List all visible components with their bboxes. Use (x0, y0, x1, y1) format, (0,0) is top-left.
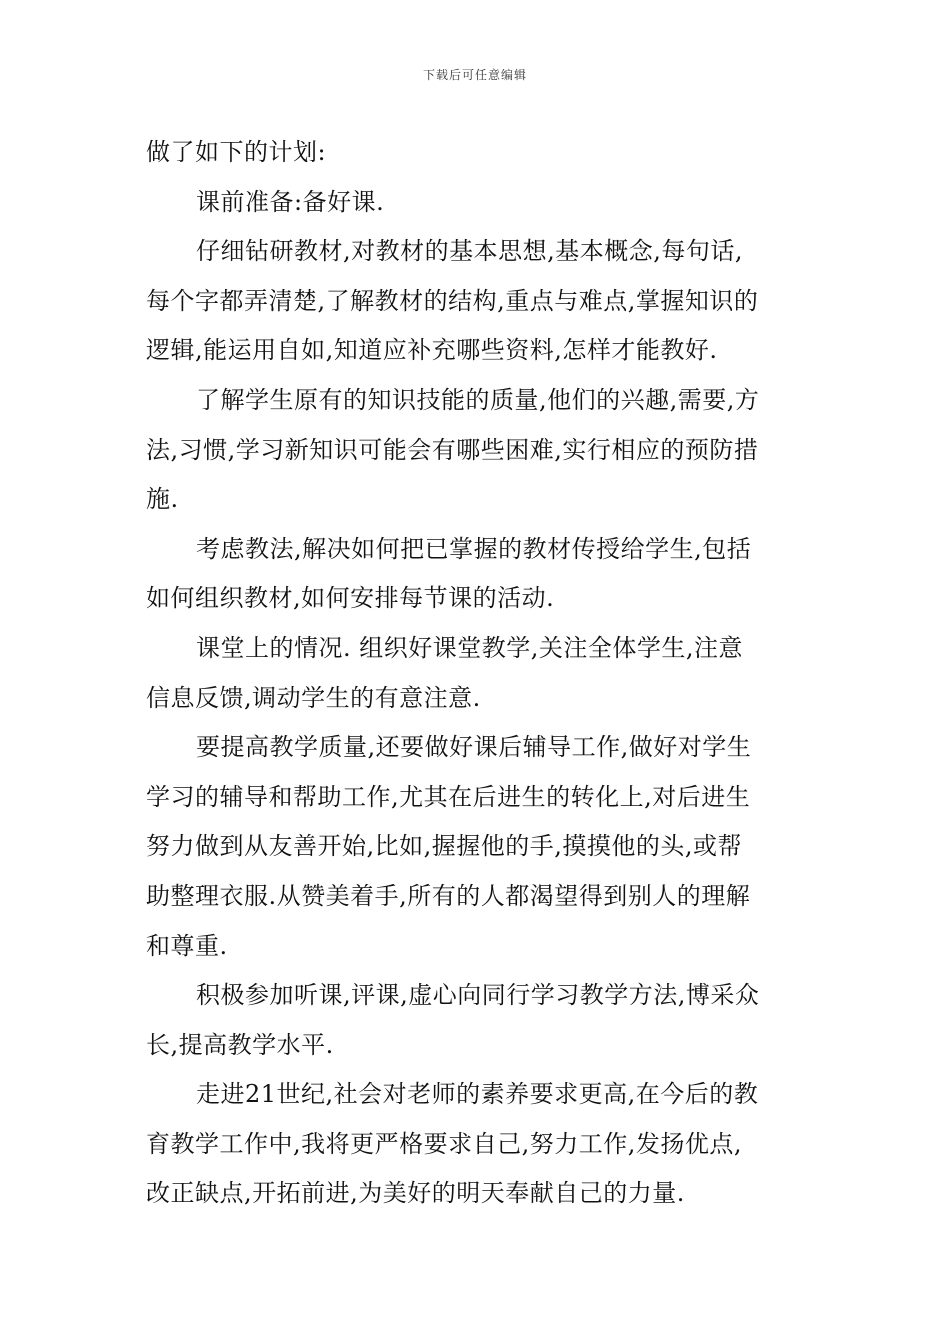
text-line: 和尊重. (146, 931, 228, 960)
text-line: 积极参加听课,评课,虚心向同行学习教学方法,博采众 (196, 981, 760, 1010)
text-line: 如何组织教材,如何安排每节课的活动. (146, 584, 555, 613)
document-body (146, 128, 806, 1219)
text-line: 走进21世纪,社会对老师的素养要求更高,在今后的教 (196, 1080, 759, 1109)
text-line: 逻辑,能运用自如,知道应补充哪些资料,怎样才能教好. (146, 336, 718, 365)
header-note: 下载后可任意编辑 (422, 68, 527, 82)
text-line: 课前准备:备好课. (196, 187, 385, 216)
text-line: 考虑教法,解决如何把已掌握的教材传授给学生,包括 (196, 534, 752, 563)
text-line: 改正缺点,开拓前进,为美好的明天奉献自己的力量. (146, 1179, 685, 1208)
text-line: 课堂上的情况. 组织好课堂教学,关注全体学生,注意 (196, 633, 744, 662)
text-line: 法,习惯,学习新知识可能会有哪些困难,实行相应的预防措 (146, 435, 759, 464)
text-line: 助整理衣服.从赞美着手,所有的人都渴望得到别人的理解 (146, 881, 751, 910)
text-line: 做了如下的计划: (146, 138, 327, 166)
text-line: 学习的辅导和帮助工作,尤其在后进生的转化上,对后进生 (146, 782, 751, 811)
text-line: 仔细钻研教材,对教材的基本思想,基本概念,每句话, (196, 237, 744, 266)
text-line: 每个字都弄清楚,了解教材的结构,重点与难点,掌握知识的 (146, 286, 759, 315)
text-line: 要提高教学质量,还要做好课后辅导工作,做好对学生 (196, 733, 752, 762)
text-line: 育教学工作中,我将更严格要求自己,努力工作,发扬优点, (146, 1129, 743, 1158)
text-line: 施. (146, 485, 179, 514)
text-line: 了解学生原有的知识技能的质量,他们的兴趣,需要,方 (196, 385, 760, 414)
text-line: 信息反馈,调动学生的有意注意. (146, 683, 481, 712)
text-line: 努力做到从友善开始,比如,握握他的手,摸摸他的头,或帮 (146, 832, 743, 861)
text-line: 长,提高教学水平. (146, 1030, 334, 1059)
